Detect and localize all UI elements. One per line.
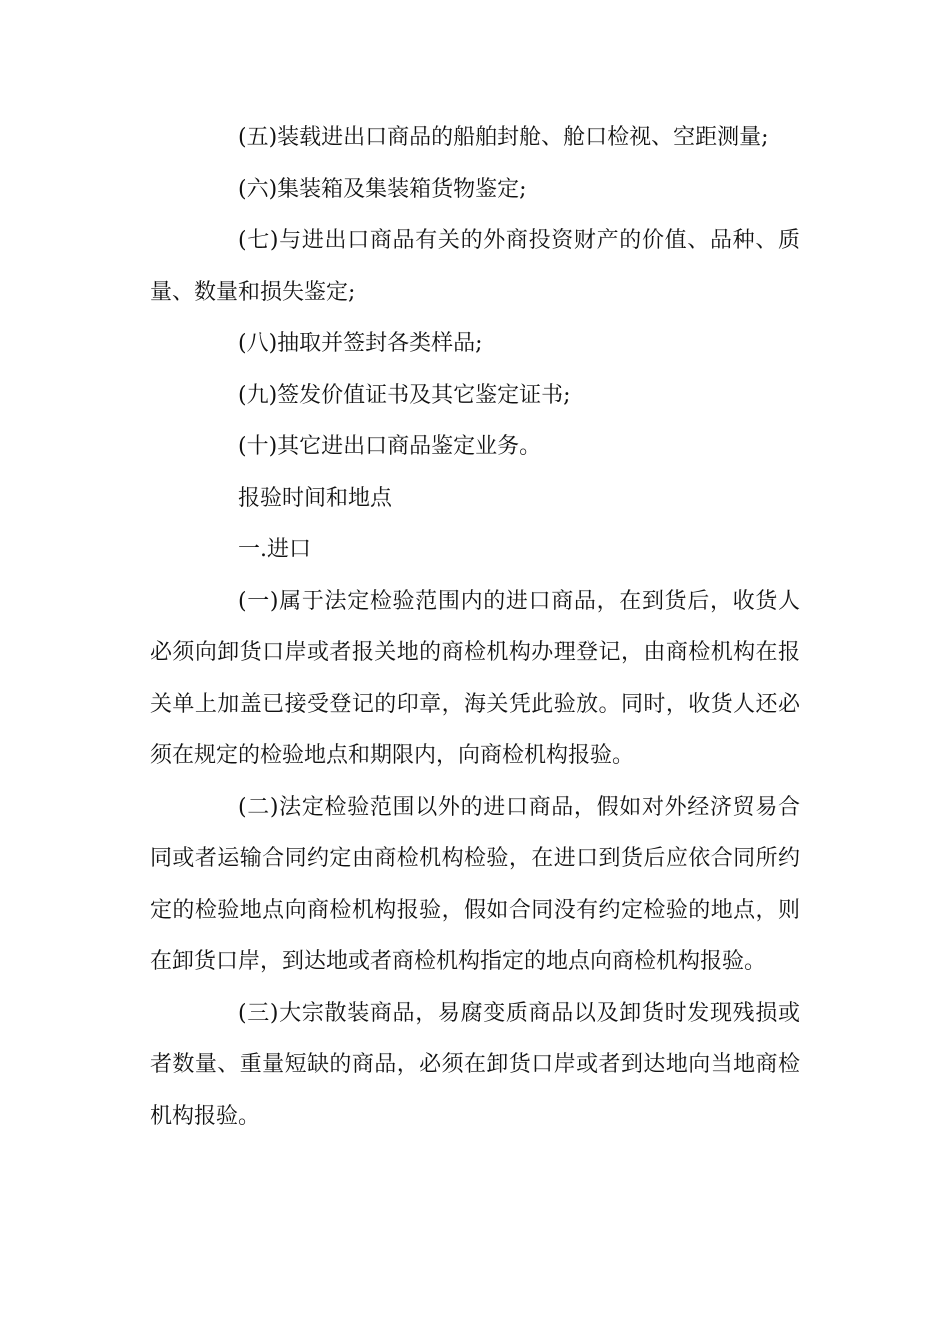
section-heading: 报验时间和地点 [238, 485, 393, 511]
paragraph-item-5: (五)装载进出口商品的船舶封舱、舱口检视、空距测量; [238, 125, 769, 150]
paragraph-item-6: (六)集装箱及集装箱货物鉴定; [238, 176, 527, 202]
subsection-heading-import: 一.进口 [238, 537, 311, 562]
paragraph-item-7: (七)与进出口商品有关的外商投资财产的价值、品种、质量、数量和损失鉴定; [150, 228, 800, 305]
paragraph-import-1: (一)属于法定检验范围内的进口商品，在到货后，收货人必须向卸货口岸或者报关地的商检机构办理登记，由商检机构在报关单上加盖已接受登记的印章，海关凭此验放。同时，收货人还必须在规定的检验地点和期限内，向商检机构报验。 [150, 588, 800, 768]
document-body [150, 112, 800, 1142]
paragraph-import-2: (二)法定检验范围以外的进口商品，假如对外经济贸易合同或者运输合同约定由商检机构检验，在进口到货后应依合同所约定的检验地点向商检机构报验，假如合同没有约定检验的地点，则在卸货口岸，到达地或者商检机构指定的地点向商检机构报验。 [150, 794, 800, 974]
paragraph-item-9: (九)签发价值证书及其它鉴定证书; [238, 382, 571, 408]
paragraph-item-8: (八)抽取并签封各类样品; [238, 331, 483, 356]
paragraph-import-3: (三)大宗散装商品，易腐变质商品以及卸货时发现残损或者数量、重量短缺的商品，必须在卸货口岸或者到达地向当地商检机构报验。 [150, 1000, 800, 1129]
paragraph-item-10: (十)其它进出口商品鉴定业务。 [238, 434, 542, 459]
